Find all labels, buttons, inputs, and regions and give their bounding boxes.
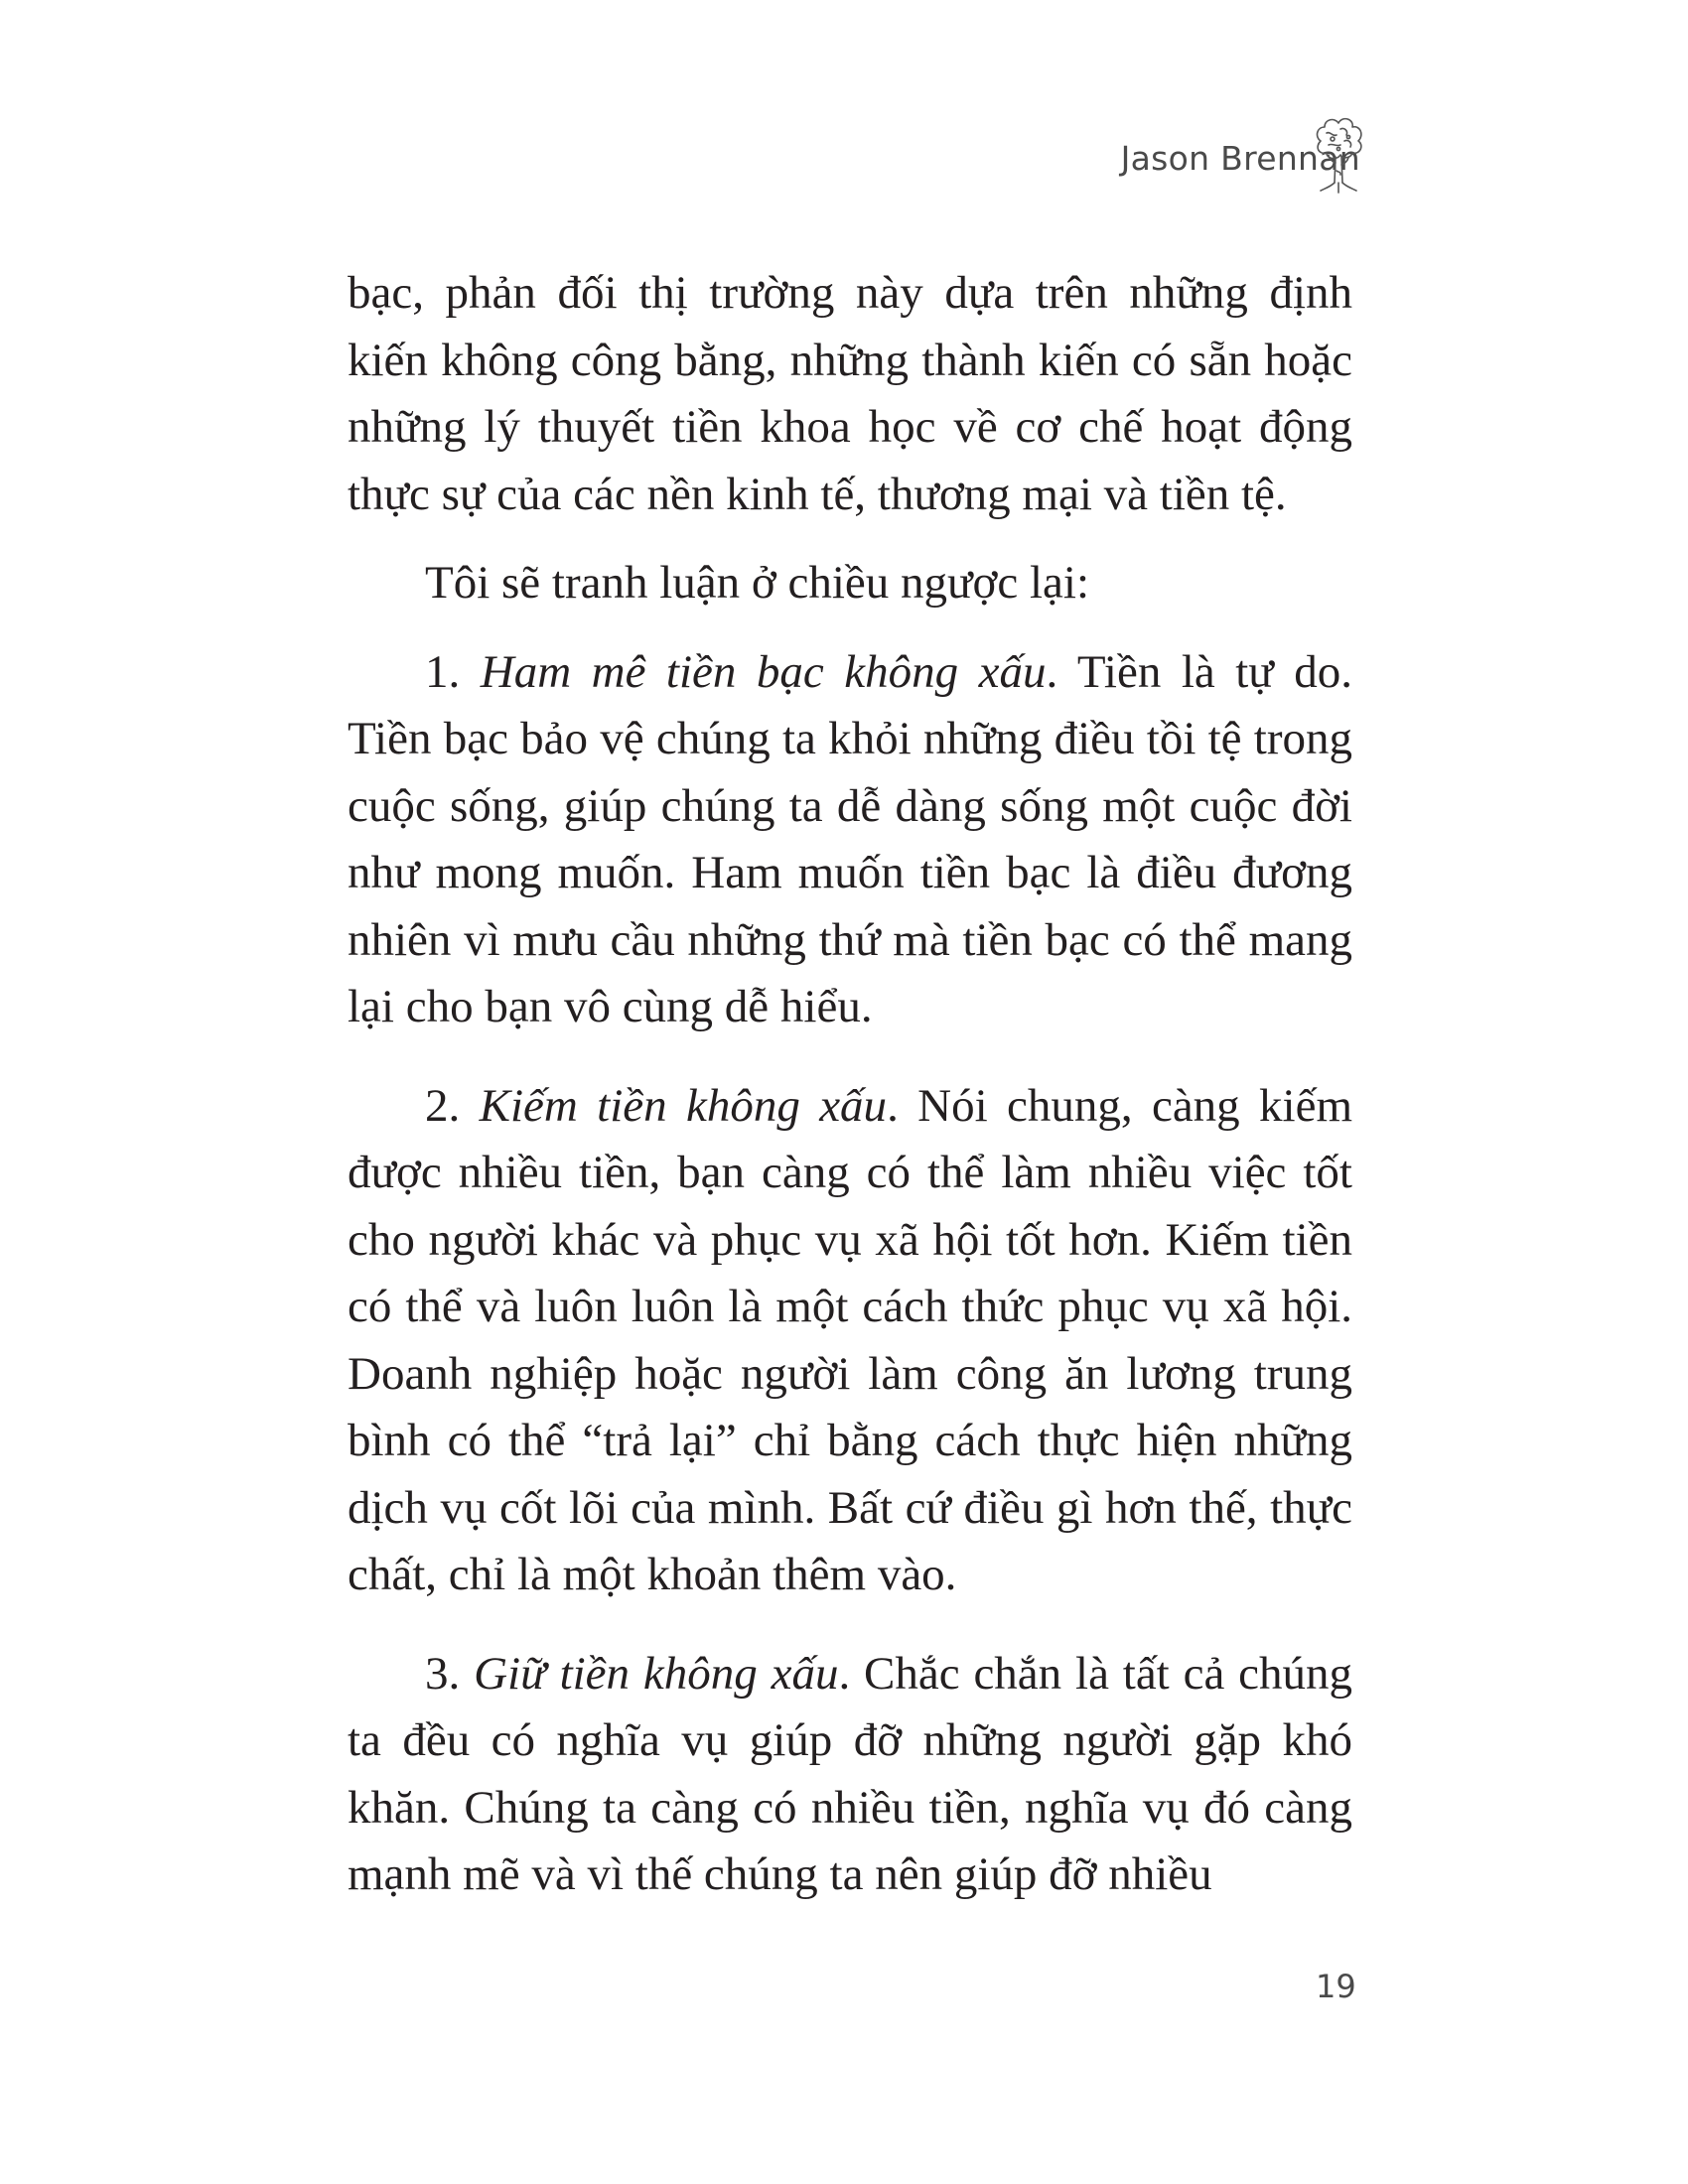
list-item-title: Giữ tiền không xấu	[474, 1647, 839, 1700]
list-item-3	[348, 1641, 1352, 1909]
list-item-title: Kiếm tiền không xấu	[479, 1079, 888, 1132]
paragraph-intro: Tôi sẽ tranh luận ở chiều ngược lại:	[425, 557, 1090, 609]
list-number: 2.	[425, 1079, 461, 1132]
running-head-author: Jason Brennan	[1120, 139, 1360, 178]
list-item-text: . Tiền là tự do. Tiền bạc bảo vệ chúng ta khỏi những điều tồi tệ trong cuộc sống, giúp chúng ta dễ dàng sống một cuộc đời như mong muốn. Ham muốn tiền bạc là điều đương nhiên vì mưu cầu những thứ mà tiền bạc có thể mang lại cho bạn vô cùng dễ hiểu.	[348, 645, 1353, 1032]
list-number: 1.	[425, 645, 461, 698]
paragraph-continuation: bạc, phản đối thị trường này dựa trên những định kiến không công bằng, những thành kiến có sẵn hoặc những lý thuyết tiền khoa học về cơ chế hoạt động thực sự của các nền kinh tế, thương mại và tiền tệ.	[348, 267, 1352, 520]
list-item-text: . Chắc chắn là tất cả chúng ta đều có nghĩa vụ giúp đỡ những người gặp khó khăn. Chúng ta càng có nhiều tiền, nghĩa vụ đó càng mạnh mẽ và vì thế chúng ta nên giúp đỡ nhiều	[348, 1647, 1352, 1900]
page-body	[348, 260, 1352, 1909]
list-item-text: . Nói chung, càng kiếm được nhiều tiền, bạn càng có thể làm nhiều việc tốt cho người khác và phục vụ xã hội tốt hơn. Kiếm tiền có thể và luôn luôn là một cách thức phục vụ xã hội. Doanh nghiệp hoặc người làm công ăn lương trung bình có thể “trả lại” chỉ bằng cách thực hiện những dịch vụ cốt lõi của mình. Bất cứ điều gì hơn thế, thực chất, chỉ là một khoản thêm vào.	[348, 1079, 1353, 1600]
list-number: 3.	[425, 1647, 461, 1700]
list-item-1	[348, 639, 1352, 1041]
list-item-title: Ham mê tiền bạc không xấu	[480, 645, 1047, 698]
tree-icon	[1311, 111, 1366, 197]
list-item-2	[348, 1073, 1352, 1609]
page-number: 19	[1316, 1968, 1356, 2005]
